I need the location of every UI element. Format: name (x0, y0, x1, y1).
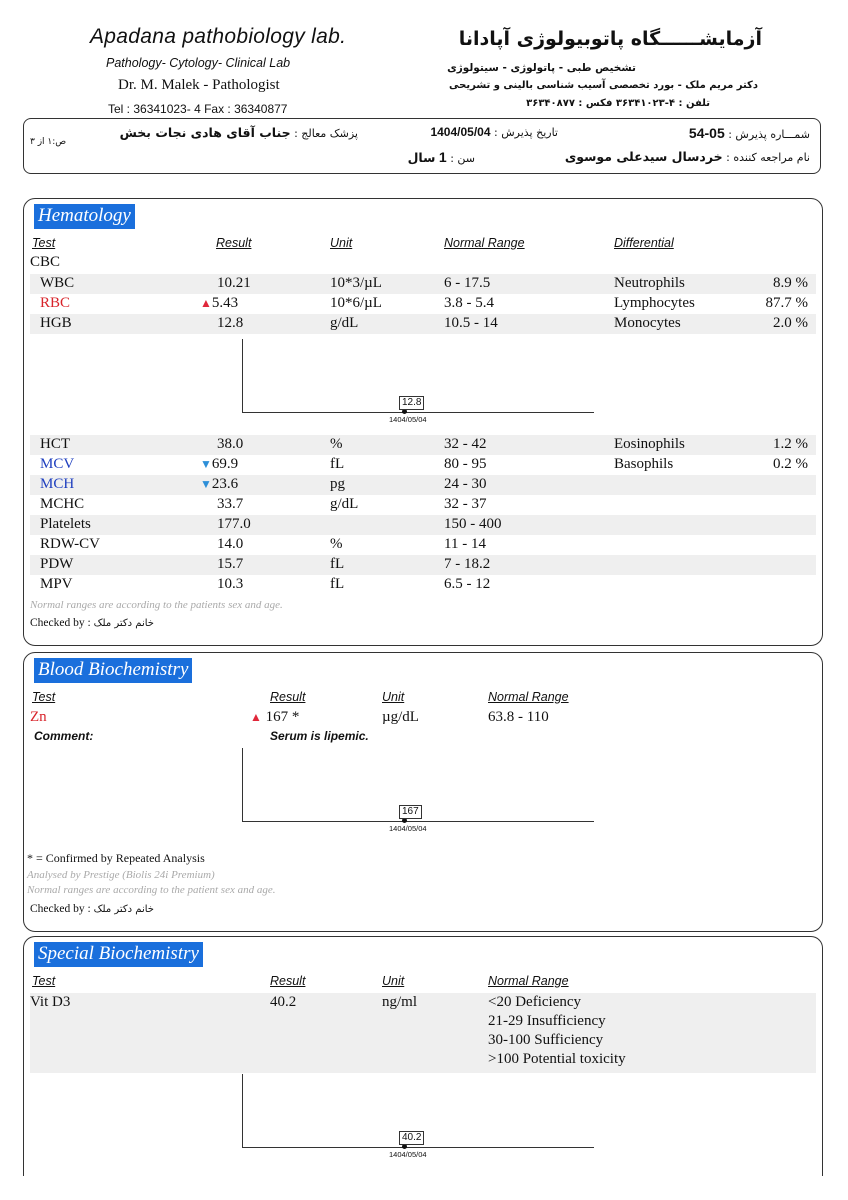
test-name: HGB (40, 315, 72, 331)
differential-name: Lymphocytes (614, 295, 695, 311)
test-range: 24 - 30 (444, 476, 487, 492)
test-result: 38.0 (217, 436, 244, 452)
physician: پزشک معالج : جناب آقای هادی نجات بخش (119, 125, 358, 140)
normal-range-note: Normal ranges are according to the patient sex and age. (27, 884, 276, 896)
checked-by: Checked by : خانم دکتر ملک (30, 617, 154, 629)
test-range: 150 - 400 (444, 516, 502, 532)
chart-y-axis (242, 748, 243, 822)
patient-age: سن : 1 سال (407, 149, 475, 165)
test-name: MCH (40, 476, 75, 492)
low-flag-icon: ▼ (200, 457, 212, 471)
test-unit: g/dL (330, 496, 359, 512)
confirmed-note: * = Confirmed by Repeated Analysis (27, 851, 205, 865)
col-header-unit: Unit (382, 974, 405, 988)
chart-value-label: 167 (399, 805, 422, 819)
doctor-name-fa: دکتر مریم ملک - بورد تخصصی آسیب شناسی بالینی و تشریحی (449, 80, 758, 91)
differential-name: Monocytes (614, 315, 681, 331)
test-range: 32 - 37 (444, 496, 487, 512)
section-title: Hematology (34, 204, 135, 229)
test-result: 40.2 (270, 994, 297, 1010)
col-header-result: Result (270, 974, 306, 988)
differential-name: Basophils (614, 456, 674, 472)
test-name: RDW-CV (40, 536, 100, 552)
chart-x-axis (242, 412, 594, 413)
doctor-name-en: Dr. M. Malek - Pathologist (118, 77, 280, 93)
test-name: Vit D3 (30, 994, 71, 1010)
high-flag-icon: ▲ (200, 296, 212, 310)
test-result: 12.8 (217, 315, 244, 331)
chart-value-label: 12.8 (399, 396, 424, 410)
test-result: 10.21 (217, 275, 251, 291)
test-unit: % (330, 436, 343, 452)
table-row (30, 535, 816, 555)
chart-y-axis (242, 1074, 243, 1148)
patient-info-box (23, 118, 821, 174)
lab-specialties-fa: تشخیص طبی - پاتولوژی - سیتولوژی (447, 62, 636, 74)
test-range: 3.8 - 5.4 (444, 295, 494, 311)
test-result: 33.7 (217, 496, 244, 512)
differential-value: 1.2 % (773, 436, 808, 452)
lab-specialties-en: Pathology- Cytology- Clinical Lab (106, 56, 291, 70)
col-header-range: Normal Range (488, 974, 569, 988)
chart-date-label: 1404/05/04 (389, 415, 427, 424)
col-header-result: Result (270, 690, 306, 704)
test-unit: g/dL (330, 315, 359, 331)
test-result: 10.3 (217, 576, 244, 592)
test-unit: pg (330, 476, 345, 492)
col-header-range: Normal Range (444, 236, 525, 250)
range-line: 21-29 Insufficiency (488, 1013, 606, 1029)
lab-name-fa: آزمایشــــــگاه پاتوبیولوژی آپادانا (458, 28, 762, 50)
special-biochemistry-section (23, 936, 823, 1176)
col-header-result: Result (216, 236, 252, 250)
chart-x-axis (242, 821, 594, 822)
table-row (30, 294, 816, 314)
test-range: 80 - 95 (444, 456, 487, 472)
test-name: MPV (40, 576, 73, 592)
table-row (30, 495, 816, 515)
table-row (30, 314, 816, 334)
col-header-unit: Unit (382, 690, 405, 704)
col-header-differential: Differential (614, 236, 674, 250)
test-range: 6.5 - 12 (444, 576, 491, 592)
col-header-test: Test (32, 974, 56, 988)
table-row (30, 555, 816, 575)
test-name: HCT (40, 436, 70, 452)
chart-x-axis (242, 1147, 594, 1148)
col-header-range: Normal Range (488, 690, 569, 704)
normal-range-note: Normal ranges are according to the patients sex and age. (30, 599, 283, 611)
table-row (30, 455, 816, 475)
page-number: ص:۱ از ۳ (30, 137, 67, 147)
blood-biochemistry-section (23, 652, 823, 932)
table-row (30, 515, 816, 535)
test-result: 177.0 (217, 516, 251, 532)
chart-date-label: 1404/05/04 (389, 824, 427, 833)
differential-value: 2.0 % (773, 315, 808, 331)
col-header-unit: Unit (330, 236, 353, 250)
table-row (30, 993, 816, 1073)
test-name: MCHC (40, 496, 85, 512)
test-range: 11 - 14 (444, 536, 486, 552)
section-title: Special Biochemistry (34, 942, 203, 967)
test-name: MCV (40, 456, 75, 472)
test-range: 7 - 18.2 (444, 556, 491, 572)
test-result: 167 * (265, 709, 300, 725)
test-unit: fL (330, 456, 345, 472)
differential-name: Neutrophils (614, 275, 685, 291)
test-name: RBC (40, 295, 71, 311)
test-name: WBC (40, 275, 75, 291)
test-range: 6 - 17.5 (444, 275, 491, 291)
table-row (30, 575, 816, 595)
test-name: Zn (30, 709, 47, 725)
table-row (30, 435, 816, 455)
chart-value-label: 40.2 (399, 1131, 424, 1145)
table-row (30, 475, 816, 495)
table-row (30, 274, 816, 294)
lab-phone-en: Tel : 36341023- 4 Fax : 36340877 (108, 102, 288, 116)
test-unit: µg/dL (382, 709, 419, 725)
test-result: 23.6 (211, 476, 239, 492)
patient-name: نام مراجعه کننده : خردسال سیدعلی موسوی (564, 149, 810, 164)
differential-name: Eosinophils (614, 436, 685, 452)
test-range: 63.8 - 110 (488, 709, 549, 725)
low-flag-icon: ▼ (200, 477, 212, 491)
range-line: <20 Deficiency (488, 994, 582, 1010)
test-result: 69.9 (211, 456, 239, 472)
test-group-cbc: CBC (30, 254, 61, 270)
differential-value: 87.7 % (765, 295, 808, 311)
test-unit: fL (330, 556, 345, 572)
differential-value: 0.2 % (773, 456, 808, 472)
test-unit: ng/ml (382, 994, 418, 1010)
analyser-note: Analysed by Prestige (Biolis 24i Premium) (27, 869, 215, 881)
high-flag-icon: ▲ (250, 710, 262, 724)
hematology-section (23, 198, 823, 646)
test-unit: fL (330, 576, 345, 592)
chart-date-label: 1404/05/04 (389, 1150, 427, 1159)
checked-by: Checked by : خانم دکتر ملک (30, 903, 154, 915)
section-title: Blood Biochemistry (34, 658, 192, 683)
col-header-test: Test (32, 236, 56, 250)
col-header-test: Test (32, 690, 56, 704)
lab-phone-fa: تلفن : ۴-۳۶۳۴۱۰۲۳ فکس : ۳۶۳۴۰۸۷۷ (526, 98, 710, 109)
comment-text: Serum is lipemic. (270, 729, 369, 743)
test-result: 5.43 (211, 295, 239, 311)
comment-label: Comment: (34, 729, 94, 743)
test-unit: 10*3/µL (330, 275, 382, 291)
test-range: 10.5 - 14 (444, 315, 498, 331)
test-result: 14.0 (217, 536, 244, 552)
test-name: Platelets (40, 516, 91, 532)
test-unit: 10*6/µL (330, 295, 382, 311)
test-result: 15.7 (217, 556, 244, 572)
reception-date: تاریخ پذیرش : 1404/05/04 (430, 125, 558, 139)
reception-number: شمـــاره پذیرش : 05-54 (688, 125, 810, 141)
test-name: PDW (40, 556, 74, 572)
differential-value: 8.9 % (773, 275, 808, 291)
lab-name-en: Apadana pathobiology lab. (90, 25, 347, 48)
range-line: 30-100 Sufficiency (488, 1032, 604, 1048)
chart-y-axis (242, 339, 243, 413)
range-line: >100 Potential toxicity (488, 1051, 626, 1067)
test-range: 32 - 42 (444, 436, 487, 452)
test-unit: % (330, 536, 343, 552)
